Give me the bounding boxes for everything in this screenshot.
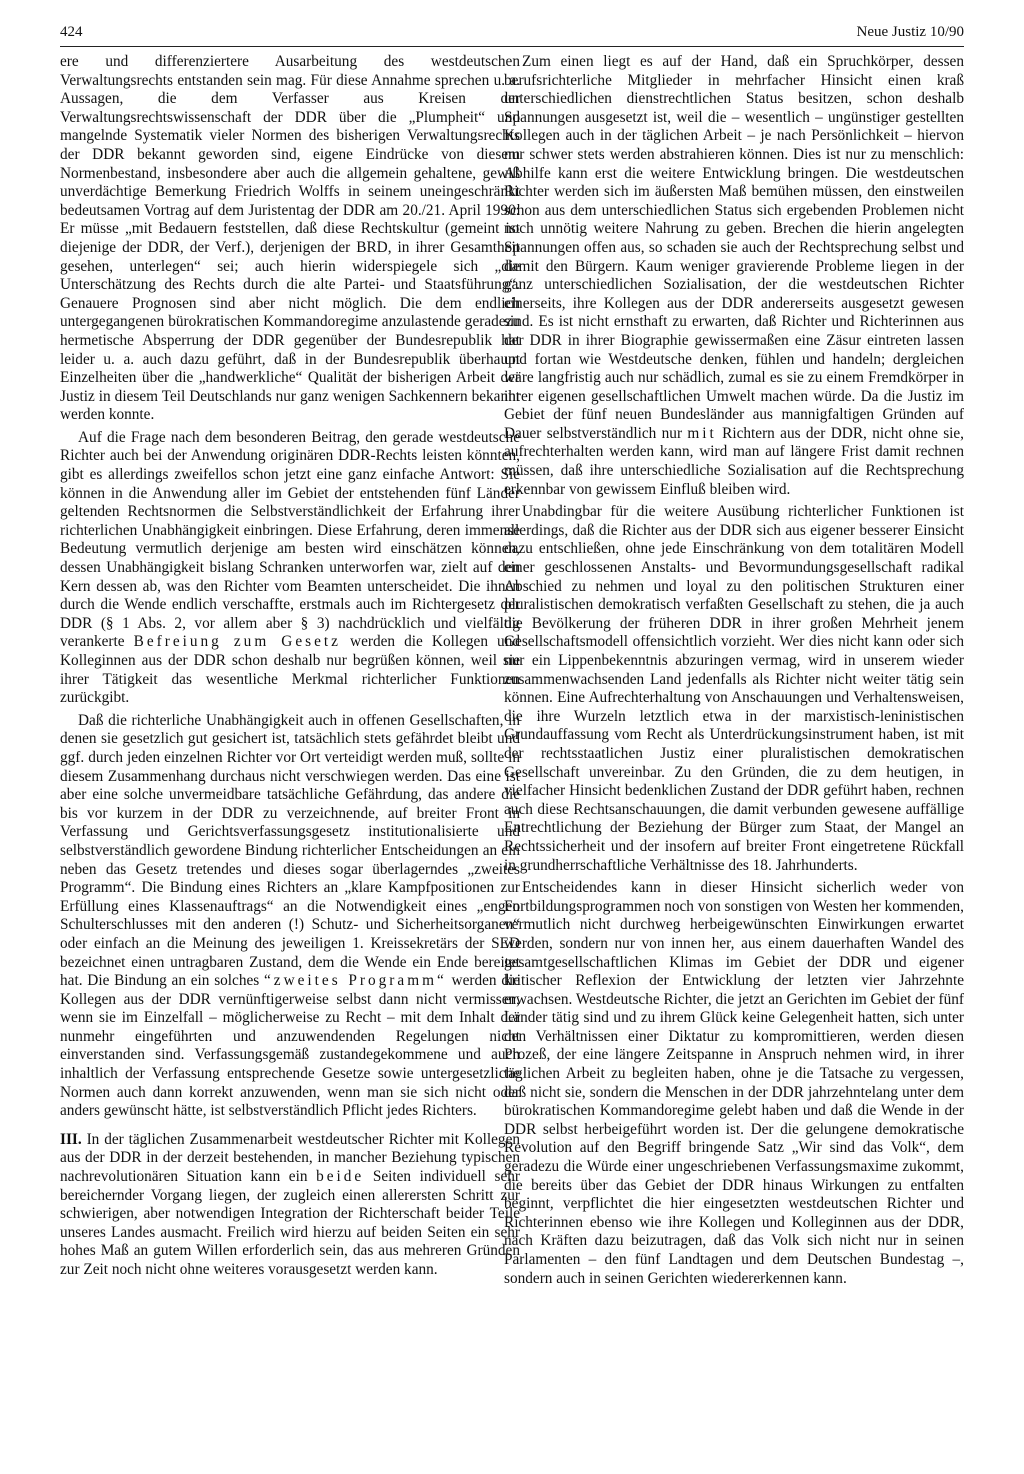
- spaced-phrase: “zweites Programm“: [264, 972, 447, 990]
- journal-issue: Neue Justiz 10/90: [856, 24, 964, 40]
- right-column: [504, 53, 964, 1292]
- section-number: III.: [60, 1130, 82, 1148]
- paragraph: ere und differenziertere Ausarbeitung des westdeutschen Verwaltungsrechts entstanden sein mag. Für diese Annahme sprechen u. a. Aussagen, die dem Verfasser aus Kreisen der Verwaltungsrechtswissenschaft der DDR über die „Plumpheit“ und mangelnde Systematik vieler Normen des bisherigen Verwaltungsrechts der DDR bekannt geworden sind, eigene Eindrücke von diesem Normenbestand, insbesondere aber auch die allgemein gehaltene, gewiß unverdächtige Bemerkung Friedrich Wolffs in seinem uneingeschränkt bedeutsamen Vortrag auf dem Juristentag der DDR am 20./21. April 1990: Er müsse „mit Bedauern feststellen, daß diese Rechtskultur (gemeint ist diejenige der DDR, der Verf.), derjenigen der BRD, in ihrer Gesamtheit gesehen, unterlegen“ sei; auch hierin widerspiegele sich „die Unterschätzung des Rechts durch die alte Partei- und Staatsführung“. Genauere Prognosen sind aber nicht möglich. Die dem endlich untergegangenen bürokratischen Kommandoregime anzulastende geradezu hermetische Absperrung der DDR gegenüber der Bundesrepublik hat leider u. a. auch dazu geführt, daß in der Bundesrepublik überhaupt Einzelheiten über die „handwerkliche“ Qualität der bisherigen Arbeit der Justiz in diesem Teil Deutschlands nur ganz wenigen Sachkennern bekannt werden konnte.: [60, 53, 520, 424]
- page-header: [60, 20, 964, 47]
- paragraph: Unabdingbar für die weitere Ausübung richterlicher Funktionen ist allerdings, daß die Richter aus der DDR sich aus eigener besserer Einsicht dazu entschließen, ohne jede Einschränkung von dem totalitären Modell einer geschlossenen Anstalts- und Bevormundungsgesellschaft radikal Abschied zu nehmen und loyal zu den politischen Strukturen einer pluralistischen demokratisch verfaßten Gesellschaft zu stehen, die ja auch die Bevölkerung der früheren DDR in ihrer großen Mehrheit jenem Gesellschaftsmodell offensichtlich vorzieht. Wer dies nicht kann oder sich nur ein Lippenbekenntnis abzuringen vermag, wird in unserem wieder zusammenwachsenden Land jedenfalls als Richter nicht weiter tätig sein können. Eine Aufrechterhaltung von Anschauungen und Verhaltensweisen, die ihre Wurzeln letztlich etwa in der marxistisch-leninistischen Grundauffassung vom Recht als Unterdrückungsinstrument haben, ist mit der rechtsstaatlichen Justiz einer pluralistischen demokratischen Gesellschaft unvereinbar. Zu den Gründen, die zu dem heutigen, in vielfacher Hinsicht bedenklichen Zustand der DDR geführt haben, rechnen auch diese Rechtsanschauungen, die damit verbunden gewesene auffällige Entrechtlichung der Beziehung der Bürger zum Staat, der Mangel an Rechtssicherheit und der insofern auf breiter Front eingetretene Rückfall in grundherrschaftliche Verhältnisse des 18. Jahrhunderts.: [504, 503, 964, 874]
- paragraph: Zum einen liegt es auf der Hand, daß ein Spruchkörper, dessen berufsrichterliche Mitglieder in mehrfacher Hinsicht einen kraß unterschiedlichen dienstrechtlichen Status besitzen, schon deshalb Spannungen ausgesetzt ist, weil die – wesentlich – ungünstiger gestellten Kollegen auch in der täglichen Arbeit – je nach Persönlichkeit – hiervon nur schwer stets werden abstrahieren können. Dies ist nur zu menschlich: Abhilfe kann erst die weitere Entwicklung bringen. Die westdeutschen Richter werden sich im äußersten Maß bemühen müssen, den einstweilen schon aus dem unterschiedlichen Status sich ergebenden Problemen nicht noch unnötig weitere Nahrung zu geben. Brechen die hierin angelegten Spannungen offen aus, so schaden sie auch der Rechtsprechung selbst und damit den Bürgern. Kaum weniger gravierende Probleme liegen in der ganz unterschiedlichen Sozialisation, der die westdeutschen Richter einerseits, ihre Kollegen aus der DDR andererseits ausgesetzt gewesen sind. Es ist nicht ernsthaft zu erwarten, daß Richter und Richterinnen aus der DDR in ihrer Biographie gewissermaßen eine Zäsur eintreten lassen und fortan wie Westdeutsche denken, fühlen und handeln; dergleichen wäre langfristig auch nur schädlich, zumal es sie zu einem Fremdkörper in ihrer eigenen gesellschaftlichen Umwelt machen würde. Da die Justiz im Gebiet der fünf neuen Bundesländer aus mannigfaltigen Gründen auf Dauer selbstverständlich nur mit Richtern aus der DDR, nicht ohne sie, aufrechterhalten werden kann, wird man auf längere Frist damit rechnen müssen, daß ihre unterschiedliche Sozialisation auf die Rechtsprechung erkennbar von gewissem Einfluß bleiben wird.: [504, 53, 965, 498]
- page-number: 424: [60, 24, 83, 40]
- spaced-phrase: beide: [316, 1168, 365, 1186]
- paragraph: III. In der täglichen Zusammenarbeit westdeutscher Richter mit Kollegen aus der DDR in der derzeit bestehenden, in mancher Beziehung typischen nachrevolutionären Situation kann ein beide Seiten individuell sehr bereichernder Vorgang liegen, der zugleich einen allerersten Schritt zur schwierigen, aber notwendigen Integration der Richterschaft beider Teile unseres Landes ausmacht. Freilich wird hierzu auf beiden Seiten ein sehr hohes Maß an gutem Willen erforderlich sein, das aus mehreren Gründen zur Zeit noch nicht ohne weiteres vorausgesetzt werden kann.: [60, 1130, 521, 1278]
- paragraph: Daß die richterliche Unabhängigkeit auch in offenen Gesellschaften, in denen sie gesetzlich gut gesichert ist, tatsächlich stets gefährdet bleibt und ggf. durch jeden einzelnen Richter vor Ort verteidigt werden muß, sollte in diesem Zusammenhang durchaus nicht verschwiegen werden. Das eine ist aber eine solche unvermeidbare tatsächliche Gefährdung, das andere die bis vor kurzem in der DDR zu verzeichnende, auf breiter Front in Verfassung und Gerichtsverfassungsgesetz institutionalisierte und selbstverständlich gewordene Bindung richterlicher Entscheidungen an ein neben das Gesetz tretendes und dieses sogar überlagerndes „zweites Programm“. Die Bindung eines Richters an „klare Kampfpositionen zur Erfüllung eines Klassenauftrags“ an die Notwendigkeit eines „engen Schulterschlusses mit den anderen (!) Schutz- und Sicherheitsorganen“ oder einfach an die Meinung des jeweiligen 1. Kreissekretärs der SED bezeichnet einen untragbaren Zustand, dem die Wende ein Ende bereitet hat. Die Bindung an ein solches “zweites Programm“ werden die Kollegen aus der DDR vernünftigerweise selbst dann nicht vermissen, wenn sie im Einzelfall – möglicherweise zu Recht – mit dem Inhalt der nunmehr eingeführten und anzuwendenden Regelungen nicht einverstanden sind. Verfassungsgemäß zustandegekommene und auch inhaltlich der Verfassung entsprechende Gesetze sowie untergesetzliche Normen auch dann korrekt anzuwenden, wenn man sie sich nicht oder anders gewünscht hätte, ist selbstverständlich Pflicht jedes Richters.: [60, 711, 521, 1120]
- spaced-phrase: Befreiung zum Gesetz: [133, 633, 341, 651]
- paragraph: Entscheidendes kann in dieser Hinsicht sicherlich weder von Fortbildungsprogrammen noch von sonstigen von Westen her kommenden, vermutlich nicht durchweg herbeigewünschten Einwirkungen erwartet werden, sondern nur von innen her, aus einem dauerhaften Wandel des gesamtgesellschaftlichen Klimas im Gebiet der DDR und eigener kritischer Reflexion der Entwicklung der letzten vier Jahrzehnte erwachsen. Westdeutsche Richter, die jetzt an Gerichten im Gebiet der fünf Länder tätig sind und zu ihrem Glück keine Gelegenheit hatten, sich unter den Verhältnissen einer Diktatur zu kompromittieren, werden diesen Prozeß, der eine längere Zeitspanne in Anspruch nehmen wird, in ihrer täglichen Arbeit zu begleiten haben, ohne je die Tatsache zu vergessen, daß nicht sie, sondern die Menschen in der DDR jahrzehntelang unter dem bürokratischen Kommandoregime gelebt haben und daß die Wende in der DDR selbst herbeigeführt worden ist. Der die gelungene demokratische Revolution auf den Begriff bringende Satz „Wir sind das Volk“, dem geradezu die Würde einer ungeschriebenen Verfassungsmaxime zukommt, die bereits über das Gebiet der DDR hinaus Wirkungen zu entfalten beginnt, verpflichtet die hier eingesetzten westdeutschen Richter und Richterinnen ebenso wie ihre Kollegen und Kolleginnen aus der DDR, nach Kräften dazu beizutragen, daß das Volk sich nicht nur in seinen Parlamenten – den fünf Landtagen und dem Deutschen Bundestag –, sondern auch in seinen Gerichten wiedererkennen kann.: [504, 879, 964, 1287]
- paragraph: Auf die Frage nach dem besonderen Beitrag, den gerade westdeutsche Richter auch bei der Anwendung originären DDR-Rechts leisten könnten, gibt es allerdings zweifellos schon jetzt eine ganz einfache Antwort: Sie können in die Anwendung aller im Gebiet der entstehenden fünf Länder geltenden Rechtsnormen die Selbstverständlichkeit der Erfahrung ihrer richterlichen Unabhängigkeit einbringen. Diese Erfahrung, deren immense Bedeutung vermutlich derjenige am besten wird einschätzen können, dessen Unabhängigkeit bislang Schranken unterworfen war, zielt auf den Kern dessen ab, was den Richter vom Beamten unterscheidet. Die ihnen durch die Wende endlich verschaffte, erstmals auch im Richtergesetz der DDR (§ 1 Abs. 2, vor allem aber § 3) nachdrücklich und vielfältig verankerte Befreiung zum Gesetz werden die Kollegen und Kolleginnen aus der DDR schon deshalb nur begrüßen können, weil sie ihrer Tätigkeit das wesentliche Merkmal richterlicher Funktionen zurückgibt.: [60, 428, 521, 707]
- spaced-phrase: mit: [687, 424, 717, 442]
- left-column: [60, 53, 520, 1284]
